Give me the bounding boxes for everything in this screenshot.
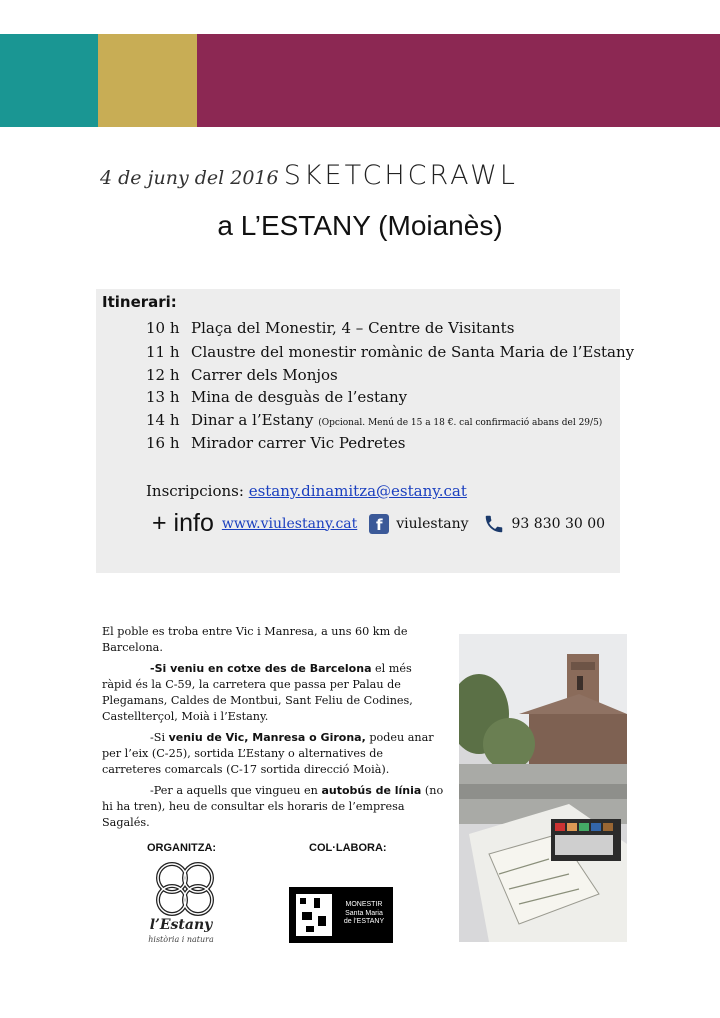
monastery-logo-text xyxy=(337,901,391,927)
itinerary-item xyxy=(146,411,602,429)
headline xyxy=(100,160,620,191)
header-color-bar-plum xyxy=(197,34,720,127)
facebook-icon: f xyxy=(369,514,389,534)
monastery-logo-icon xyxy=(292,890,336,940)
info-label: + info xyxy=(152,509,214,537)
itinerary-text: Carrer dels Monjos xyxy=(191,366,338,384)
itinerary-item xyxy=(146,366,338,384)
itinerary-hour: 16 h xyxy=(146,434,180,452)
itinerary-hour: 11 h xyxy=(146,343,180,361)
monastery-logo-line1: MONESTIR xyxy=(345,901,383,908)
car-text: el més ràpid és la C-59, la carretera que passa per Palau de Plegamans, Caldes de Montbui, Sant Feliu de Codines, Castellterçol, Moià i l’Estany. xyxy=(102,662,413,723)
bus-paragraph xyxy=(102,783,445,831)
inscriptions-email-link[interactable]: estany.dinamitza@estany.cat xyxy=(248,482,467,500)
itinerary-title: Itinerari: xyxy=(102,293,177,311)
monastery-logo xyxy=(289,887,393,943)
itinerary-text: Claustre del monestir romànic de Santa Maria de l’Estany xyxy=(191,343,635,361)
info-row xyxy=(152,509,605,538)
itinerary-item xyxy=(146,343,634,361)
event-title: SKETCHCRAWL xyxy=(283,160,518,191)
monastery-logo-line2: Santa Maria xyxy=(345,909,383,917)
organizer-label: ORGANITZA: xyxy=(147,842,217,854)
inscriptions xyxy=(146,482,467,500)
header-color-bar-gold xyxy=(98,34,197,127)
bus-pre: -Per a aquells que vingueu en xyxy=(150,784,322,797)
facebook-handle: viulestany xyxy=(396,515,469,532)
itinerary-hour: 10 h xyxy=(146,319,180,337)
vic-heading: veniu de Vic, Manresa o Girona, xyxy=(168,731,366,744)
itinerary-hour: 14 h xyxy=(146,411,180,429)
itinerary-item xyxy=(146,319,514,337)
bus-text: (no hi ha tren), heu de consultar els horaris de l’empresa Sagalés. xyxy=(102,784,444,829)
website-link[interactable]: www.viulestany.cat xyxy=(221,515,358,532)
bus-heading: autobús de línia xyxy=(321,784,422,797)
itinerary-note: (Opcional. Menú de 15 a 18 €. cal confirmació abans del 29/5) xyxy=(318,418,603,428)
lestany-logo-icon xyxy=(150,858,220,920)
car-heading: -Si veniu en cotxe des de Barcelona xyxy=(150,662,372,675)
event-subtitle: a L’ESTANY (Moianès) xyxy=(217,210,503,241)
itinerary-text: Mina de desguàs de l’estany xyxy=(191,388,408,406)
itinerary-text: Plaça del Monestir, 4 – Centre de Visitants xyxy=(191,319,515,337)
vic-paragraph xyxy=(102,730,445,778)
header-color-bar-teal xyxy=(0,34,98,127)
vic-text: podeu anar per l’eix (C-25), sortida L’Estany o alternatives de carreteres comarcals (C-17 sortida direcció Moià). xyxy=(102,731,434,776)
itinerary-hour: 13 h xyxy=(146,388,180,406)
itinerary-item xyxy=(146,434,405,452)
itinerary-text: Dinar a l’Estany xyxy=(191,411,314,429)
collaborator-label: COL·LABORA: xyxy=(309,842,387,854)
lestany-logo-name: l’Estany xyxy=(149,917,213,933)
itinerary-item xyxy=(146,388,407,406)
directions-text xyxy=(102,624,445,836)
itinerary-box xyxy=(96,289,635,573)
car-paragraph xyxy=(102,661,445,725)
inscriptions-label: Inscripcions: xyxy=(146,482,244,500)
itinerary-hour: 12 h xyxy=(146,366,180,384)
vic-pre: -Si xyxy=(150,731,169,744)
phone-number: 93 830 30 00 xyxy=(511,515,606,532)
intro-paragraph: El poble es troba entre Vic i Manresa, a uns 60 km de Barcelona. xyxy=(102,625,408,654)
phone-icon xyxy=(483,513,505,535)
event-date: 4 de juny del 2016 xyxy=(100,167,279,189)
monastery-logo-line3: de l’ESTANY xyxy=(343,918,385,925)
lestany-logo-tagline: història i natura xyxy=(148,935,214,944)
itinerary-text: Mirador carrer Vic Pedretes xyxy=(191,434,406,452)
monastery-sketch-photo xyxy=(459,634,627,942)
